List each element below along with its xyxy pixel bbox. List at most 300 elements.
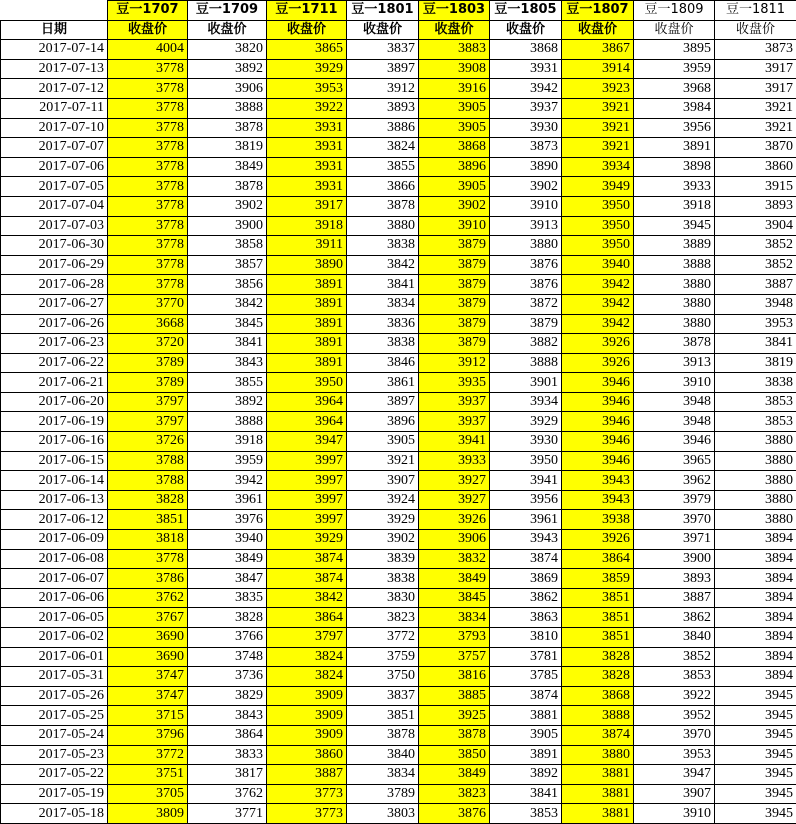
price-cell: 3762: [188, 784, 267, 804]
price-cell: 3788: [108, 471, 188, 491]
price-cell: 3891: [634, 138, 715, 158]
contract-code-header: 豆一1711: [267, 1, 347, 21]
price-cell: 3879: [419, 314, 490, 334]
price-cell: 3874: [267, 569, 347, 589]
price-cell: 3918: [634, 196, 715, 216]
date-cell: 2017-05-18: [1, 804, 108, 824]
price-cell: 3838: [347, 569, 419, 589]
price-cell: 3945: [715, 745, 796, 765]
price-cell: 3888: [188, 412, 267, 432]
price-cell: 3959: [634, 59, 715, 79]
date-cell: 2017-06-30: [1, 236, 108, 256]
table-row: [1, 628, 796, 648]
price-cell: 3887: [267, 765, 347, 785]
price-cell: 3842: [267, 588, 347, 608]
price-cell: 3824: [347, 138, 419, 158]
price-cell: 3888: [562, 706, 634, 726]
price-cell: 3943: [562, 490, 634, 510]
date-cell: 2017-07-12: [1, 79, 108, 99]
price-cell: 3879: [419, 255, 490, 275]
price-cell: 3926: [419, 510, 490, 530]
date-cell: 2017-05-24: [1, 725, 108, 745]
table-row: [1, 804, 796, 824]
price-cell: 3837: [347, 40, 419, 60]
price-cell: 3882: [490, 334, 562, 354]
price-cell: 3942: [562, 314, 634, 334]
price-cell: 3942: [490, 79, 562, 99]
price-cell: 3887: [634, 588, 715, 608]
price-cell: 3911: [267, 236, 347, 256]
price-cell: 3945: [715, 706, 796, 726]
price-cell: 3896: [419, 157, 490, 177]
date-cell: 2017-07-10: [1, 118, 108, 138]
price-cell: 3720: [108, 334, 188, 354]
price-cell: 3878: [347, 196, 419, 216]
price-cell: 3880: [347, 216, 419, 236]
table-row: [1, 314, 796, 334]
date-cell: 2017-06-23: [1, 334, 108, 354]
price-cell: 3891: [490, 745, 562, 765]
date-cell: 2017-06-08: [1, 549, 108, 569]
price-cell: 3873: [715, 40, 796, 60]
price-cell: 3859: [562, 569, 634, 589]
price-cell: 3778: [108, 216, 188, 236]
price-cell: 3797: [108, 412, 188, 432]
price-cell: 3929: [490, 412, 562, 432]
table-row: [1, 392, 796, 412]
price-cell: 3959: [188, 451, 267, 471]
price-cell: 3892: [490, 765, 562, 785]
price-cell: 3929: [347, 510, 419, 530]
price-cell: 3820: [188, 40, 267, 60]
price-cell: 3894: [715, 667, 796, 687]
price-cell: 3937: [490, 98, 562, 118]
price-cell: 3891: [267, 334, 347, 354]
table-row: [1, 471, 796, 491]
closing-price-header: 收盘价: [419, 20, 490, 40]
price-cell: 3950: [267, 373, 347, 393]
table-row: [1, 490, 796, 510]
price-cell: 3864: [562, 549, 634, 569]
price-cell: 3942: [562, 294, 634, 314]
price-cell: 3855: [188, 373, 267, 393]
price-cell: 3913: [490, 216, 562, 236]
price-cell: 3887: [715, 275, 796, 295]
price-cell: 3852: [715, 236, 796, 256]
price-cell: 3879: [490, 314, 562, 334]
price-cell: 3948: [715, 294, 796, 314]
table-row: [1, 412, 796, 432]
price-cell: 3824: [267, 647, 347, 667]
price-cell: 3772: [108, 745, 188, 765]
price-cell: 3842: [347, 255, 419, 275]
price-cell: 3747: [108, 667, 188, 687]
price-cell: 3902: [490, 177, 562, 197]
price-cell: 3810: [490, 628, 562, 648]
price-cell: 3890: [267, 255, 347, 275]
price-cell: 3943: [562, 471, 634, 491]
closing-price-header: 收盘价: [267, 20, 347, 40]
date-cell: 2017-05-23: [1, 745, 108, 765]
price-cell: 3862: [634, 608, 715, 628]
price-cell: 3849: [188, 157, 267, 177]
price-cell: 3940: [188, 530, 267, 550]
price-cell: 3879: [419, 236, 490, 256]
table-row: [1, 451, 796, 471]
price-cell: 3870: [715, 138, 796, 158]
date-cell: 2017-06-27: [1, 294, 108, 314]
price-cell: 3893: [715, 196, 796, 216]
table-row: [1, 216, 796, 236]
table-row: [1, 177, 796, 197]
price-cell: 3868: [562, 686, 634, 706]
price-cell: 3934: [562, 157, 634, 177]
price-cell: 3866: [347, 177, 419, 197]
table-row: [1, 79, 796, 99]
price-cell: 3961: [188, 490, 267, 510]
price-cell: 3931: [267, 177, 347, 197]
price-cell: 3834: [419, 608, 490, 628]
price-cell: 3828: [108, 490, 188, 510]
price-cell: 3946: [562, 451, 634, 471]
price-cell: 3797: [267, 628, 347, 648]
price-cell: 3778: [108, 196, 188, 216]
price-cell: 3916: [419, 79, 490, 99]
price-cell: 3913: [634, 353, 715, 373]
price-cell: 3905: [347, 432, 419, 452]
table-row: [1, 157, 796, 177]
price-cell: 3793: [419, 628, 490, 648]
price-cell: 3778: [108, 59, 188, 79]
price-cell: 3863: [490, 608, 562, 628]
price-cell: 3690: [108, 647, 188, 667]
closing-price-header: 收盘价: [634, 20, 715, 40]
price-cell: 3830: [347, 588, 419, 608]
price-cell: 3880: [715, 510, 796, 530]
date-cell: 2017-06-12: [1, 510, 108, 530]
date-cell: 2017-06-02: [1, 628, 108, 648]
table-row: [1, 686, 796, 706]
price-cell: 3816: [419, 667, 490, 687]
price-cell: 3948: [634, 392, 715, 412]
price-cell: 3889: [634, 236, 715, 256]
price-cell: 3748: [188, 647, 267, 667]
price-cell: 3935: [419, 373, 490, 393]
price-cell: 3997: [267, 451, 347, 471]
price-cell: 3809: [108, 804, 188, 824]
price-cell: 3909: [267, 686, 347, 706]
price-cell: 3880: [634, 294, 715, 314]
price-cell: 3917: [715, 59, 796, 79]
price-cell: 3897: [347, 59, 419, 79]
price-cell: 3965: [634, 451, 715, 471]
price-cell: 3946: [634, 432, 715, 452]
price-cell: 3917: [267, 196, 347, 216]
table-row: [1, 608, 796, 628]
price-cell: 3880: [715, 432, 796, 452]
price-cell: 3915: [715, 177, 796, 197]
price-cell: 3929: [267, 530, 347, 550]
table-row: [1, 706, 796, 726]
price-cell: 3953: [715, 314, 796, 334]
price-cell: 3888: [634, 255, 715, 275]
price-cell: 3902: [347, 530, 419, 550]
table-row: [1, 745, 796, 765]
price-cell: 3757: [419, 647, 490, 667]
header-row-labels: [1, 20, 796, 40]
price-cell: 3868: [419, 138, 490, 158]
price-cell: 3923: [562, 79, 634, 99]
price-cell: 3750: [347, 667, 419, 687]
date-cell: 2017-07-11: [1, 98, 108, 118]
price-cell: 3901: [490, 373, 562, 393]
price-cell: 3926: [562, 334, 634, 354]
price-cell: 3879: [419, 334, 490, 354]
price-cell: 3861: [347, 373, 419, 393]
price-cell: 3817: [188, 765, 267, 785]
price-cell: 3942: [188, 471, 267, 491]
price-cell: 3894: [715, 588, 796, 608]
price-cell: 3900: [634, 549, 715, 569]
price-cell: 3945: [715, 804, 796, 824]
price-cell: 3946: [562, 432, 634, 452]
price-cell: 3853: [715, 412, 796, 432]
price-cell: 3736: [188, 667, 267, 687]
date-cell: 2017-06-29: [1, 255, 108, 275]
table-row: [1, 432, 796, 452]
table-row: [1, 138, 796, 158]
date-cell: 2017-07-04: [1, 196, 108, 216]
price-cell: 3835: [188, 588, 267, 608]
price-cell: 3941: [419, 432, 490, 452]
table-row: [1, 569, 796, 589]
price-cell: 3873: [490, 138, 562, 158]
price-cell: 3912: [419, 353, 490, 373]
price-cell: 3910: [419, 216, 490, 236]
price-cell: 3894: [715, 647, 796, 667]
contract-code-header: 豆一1709: [188, 1, 267, 21]
price-cell: 3888: [490, 353, 562, 373]
price-cell: 3891: [267, 353, 347, 373]
price-cell: 3902: [188, 196, 267, 216]
table-row: [1, 275, 796, 295]
price-cell: 3860: [267, 745, 347, 765]
price-cell: 3964: [267, 412, 347, 432]
table-row: [1, 647, 796, 667]
price-cell: 3860: [715, 157, 796, 177]
price-cell: 3891: [267, 314, 347, 334]
date-cell: 2017-06-05: [1, 608, 108, 628]
price-cell: 3938: [562, 510, 634, 530]
date-cell: 2017-06-06: [1, 588, 108, 608]
price-cell: 3843: [188, 706, 267, 726]
price-cell: 3766: [188, 628, 267, 648]
price-cell: 3778: [108, 177, 188, 197]
price-cell: 3838: [347, 236, 419, 256]
table-row: [1, 118, 796, 138]
price-cell: 3970: [634, 510, 715, 530]
date-cell: 2017-06-22: [1, 353, 108, 373]
price-cell: 3894: [715, 608, 796, 628]
price-cell: 3876: [419, 804, 490, 824]
table-row: [1, 765, 796, 785]
price-cell: 3881: [562, 765, 634, 785]
price-cell: 3895: [634, 40, 715, 60]
price-cell: 3770: [108, 294, 188, 314]
closing-price-header: 收盘价: [562, 20, 634, 40]
price-cell: 3937: [419, 412, 490, 432]
price-cell: 3949: [562, 177, 634, 197]
price-cell: 3964: [267, 392, 347, 412]
price-cell: 3847: [188, 569, 267, 589]
price-cell: 3970: [634, 725, 715, 745]
contract-code-header: 豆一1809: [634, 1, 715, 21]
price-cell: 3910: [634, 804, 715, 824]
price-cell: 3880: [562, 745, 634, 765]
price-cell: 3841: [188, 334, 267, 354]
price-cell: 3979: [634, 490, 715, 510]
date-cell: 2017-06-01: [1, 647, 108, 667]
price-cell: 3880: [634, 275, 715, 295]
price-cell: 3789: [108, 373, 188, 393]
price-cell: 3862: [490, 588, 562, 608]
date-cell: 2017-06-09: [1, 530, 108, 550]
price-cell: 3880: [715, 490, 796, 510]
price-cell: 3853: [490, 804, 562, 824]
price-cell: 3953: [267, 79, 347, 99]
price-cell: 3950: [562, 196, 634, 216]
date-cell: 2017-05-31: [1, 667, 108, 687]
date-cell: 2017-07-06: [1, 157, 108, 177]
table-row: [1, 196, 796, 216]
price-cell: 3929: [267, 59, 347, 79]
price-cell: 3962: [634, 471, 715, 491]
price-cell: 3953: [634, 745, 715, 765]
price-cell: 3888: [188, 98, 267, 118]
date-cell: 2017-06-16: [1, 432, 108, 452]
price-cell: 3778: [108, 275, 188, 295]
price-cell: 3864: [267, 608, 347, 628]
date-cell: 2017-07-13: [1, 59, 108, 79]
price-cell: 3931: [267, 138, 347, 158]
closing-price-header: 收盘价: [108, 20, 188, 40]
price-cell: 3921: [562, 118, 634, 138]
price-cell: 3668: [108, 314, 188, 334]
price-cell: 3778: [108, 255, 188, 275]
table-row: [1, 373, 796, 393]
price-cell: 3841: [347, 275, 419, 295]
price-cell: 3785: [490, 667, 562, 687]
table-row: [1, 294, 796, 314]
price-cell: 3956: [490, 490, 562, 510]
contract-code-header: 豆一1801: [347, 1, 419, 21]
price-cell: 3893: [634, 569, 715, 589]
date-cell: 2017-06-28: [1, 275, 108, 295]
price-cell: 3880: [490, 236, 562, 256]
price-cell: 3850: [419, 745, 490, 765]
price-cell: 3976: [188, 510, 267, 530]
price-cell: 3851: [108, 510, 188, 530]
contract-code-header: 豆一1805: [490, 1, 562, 21]
price-cell: 3902: [419, 196, 490, 216]
contract-code-header: 豆一1803: [419, 1, 490, 21]
price-cell: 3778: [108, 157, 188, 177]
price-cell: 3906: [419, 530, 490, 550]
price-cell: 3832: [419, 549, 490, 569]
price-cell: 3836: [347, 314, 419, 334]
price-cell: 3906: [188, 79, 267, 99]
price-cell: 3892: [188, 59, 267, 79]
price-cell: 3858: [188, 236, 267, 256]
price-cell: 3778: [108, 98, 188, 118]
price-cell: 3927: [419, 490, 490, 510]
price-cell: 3997: [267, 510, 347, 530]
price-cell: 3918: [188, 432, 267, 452]
price-cell: 3819: [188, 138, 267, 158]
price-cell: 3840: [347, 745, 419, 765]
price-cell: 3940: [562, 255, 634, 275]
price-cell: 4004: [108, 40, 188, 60]
date-cell: 2017-07-14: [1, 40, 108, 60]
closing-price-header: 收盘价: [715, 20, 796, 40]
price-cell: 3789: [347, 784, 419, 804]
price-cell: 3894: [715, 628, 796, 648]
table-row: [1, 510, 796, 530]
price-cell: 3910: [634, 373, 715, 393]
price-cell: 3942: [562, 275, 634, 295]
table-row: [1, 588, 796, 608]
price-cell: 3878: [634, 334, 715, 354]
price-cell: 3857: [188, 255, 267, 275]
price-cell: 3818: [108, 530, 188, 550]
date-cell: 2017-05-25: [1, 706, 108, 726]
price-cell: 3828: [562, 647, 634, 667]
price-cell: 3909: [267, 725, 347, 745]
date-cell: 2017-06-13: [1, 490, 108, 510]
price-cell: 3803: [347, 804, 419, 824]
price-cell: 3833: [188, 745, 267, 765]
price-cell: 3840: [634, 628, 715, 648]
price-cell: 3956: [634, 118, 715, 138]
price-cell: 3778: [108, 236, 188, 256]
price-cell: 3880: [715, 471, 796, 491]
price-cell: 3726: [108, 432, 188, 452]
table-row: [1, 530, 796, 550]
price-cell: 3876: [490, 275, 562, 295]
date-cell: 2017-06-15: [1, 451, 108, 471]
price-cell: 3838: [347, 334, 419, 354]
price-cell: 3918: [267, 216, 347, 236]
price-cell: 3879: [419, 294, 490, 314]
price-cell: 3905: [419, 177, 490, 197]
price-cell: 3789: [108, 353, 188, 373]
price-cell: 3878: [188, 118, 267, 138]
price-cell: 3705: [108, 784, 188, 804]
price-cell: 3842: [188, 294, 267, 314]
price-cell: 3997: [267, 471, 347, 491]
date-cell: 2017-07-03: [1, 216, 108, 236]
price-cell: 3834: [347, 765, 419, 785]
closing-price-header: 收盘价: [188, 20, 267, 40]
contract-code-header: 豆一1707: [108, 1, 188, 21]
price-cell: 3890: [490, 157, 562, 177]
price-cell: 3922: [267, 98, 347, 118]
price-cell: 3773: [267, 804, 347, 824]
header-row-codes: [1, 1, 796, 21]
price-cell: 3849: [419, 569, 490, 589]
price-cell: 3941: [490, 471, 562, 491]
price-cell: 3759: [347, 647, 419, 667]
